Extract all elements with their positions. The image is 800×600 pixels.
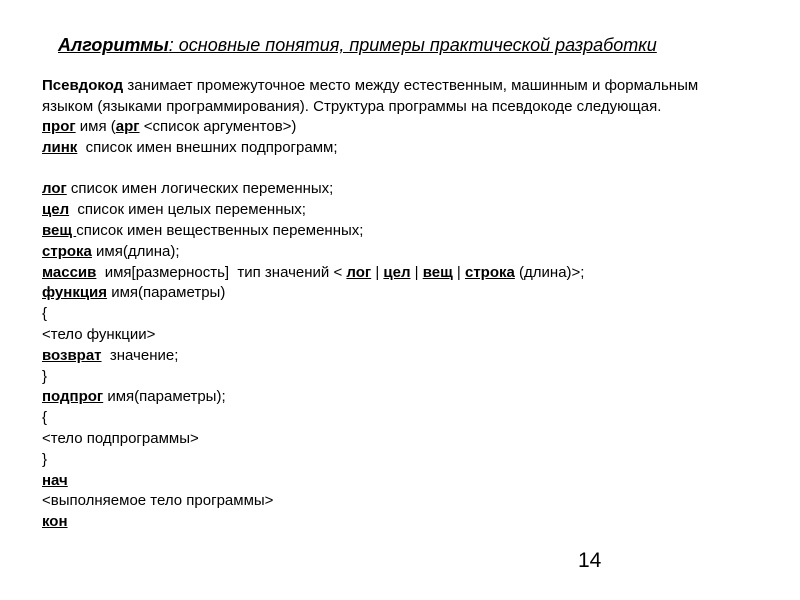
slide-title — [58, 34, 778, 56]
keyword: подпрог — [42, 388, 104, 406]
code-text: | — [371, 263, 384, 281]
code-text: <тело подпрограммы> — [42, 429, 199, 447]
code-text: } — [42, 450, 48, 468]
intro-term: Псевдокод — [42, 77, 124, 94]
intro-paragraph — [42, 76, 752, 117]
code-line — [42, 138, 752, 159]
keyword: арг — [115, 118, 140, 135]
keyword: вещ — [42, 221, 77, 239]
page-number: 14 — [578, 549, 602, 572]
code-text: список имен целых переменных; — [69, 201, 306, 219]
keyword: нач — [42, 471, 68, 489]
code-text: <список аргументов>) — [139, 118, 297, 135]
code-line — [42, 491, 752, 512]
keyword: строка — [42, 242, 92, 260]
code-text: список имен вещественных переменных; — [76, 221, 364, 239]
code-text: { — [42, 305, 48, 323]
code-line — [42, 408, 752, 429]
keyword: возврат — [42, 346, 102, 364]
code-text: значение; — [101, 346, 179, 364]
code-line — [42, 283, 752, 304]
code-line — [42, 471, 752, 492]
code-text: | — [452, 263, 465, 281]
code-text: (длина)>; — [514, 263, 585, 281]
keyword: цел — [42, 201, 70, 219]
code-text: имя[размерность] тип значений < — [96, 263, 347, 281]
keyword: кон — [42, 513, 68, 531]
code-text: имя(длина); — [91, 242, 180, 260]
keyword: лог — [42, 180, 67, 198]
keyword: линк — [42, 138, 78, 156]
code-line — [42, 304, 752, 325]
code-line — [42, 117, 752, 138]
code-text: <выполняемое тело программы> — [42, 492, 274, 510]
keyword: прог — [42, 118, 76, 135]
code-line — [42, 221, 752, 242]
code-line — [42, 200, 752, 221]
keyword: лог — [346, 263, 372, 281]
code-line — [42, 179, 752, 200]
code-text: список имен внешних подпрограмм; — [77, 138, 338, 156]
code-line — [42, 429, 752, 450]
keyword: строка — [464, 263, 515, 281]
keyword: цел — [383, 263, 411, 281]
title-rest: : основные понятия, примеры практической разработки — [168, 35, 657, 55]
intro-text: занимает промежуточное место между естественным, машинным и формальным языком (языками программирования). Структура программы на псевдокоде следующая. — [42, 77, 699, 115]
code-line — [42, 159, 752, 180]
title-emphasis: Алгоритмы — [58, 35, 169, 55]
code-text: { — [42, 409, 48, 427]
code-text: } — [42, 367, 48, 385]
slide-body — [42, 76, 752, 533]
code-text: <тело функции> — [42, 325, 156, 343]
code-text: имя(параметры); — [103, 388, 226, 406]
code-text: список имен логических переменных; — [66, 180, 334, 198]
code-line — [42, 512, 752, 533]
code-text: | — [410, 263, 423, 281]
code-line — [42, 450, 752, 471]
code-line — [42, 346, 752, 367]
code-line — [42, 325, 752, 346]
keyword: вещ — [422, 263, 453, 281]
keyword: функция — [42, 284, 108, 302]
code-text: имя ( — [75, 118, 116, 135]
pseudocode-block — [42, 117, 752, 533]
code-line — [42, 387, 752, 408]
code-line — [42, 242, 752, 263]
keyword: массив — [42, 263, 97, 281]
code-text: имя(параметры) — [107, 284, 226, 302]
code-line — [42, 367, 752, 388]
code-line — [42, 263, 752, 284]
